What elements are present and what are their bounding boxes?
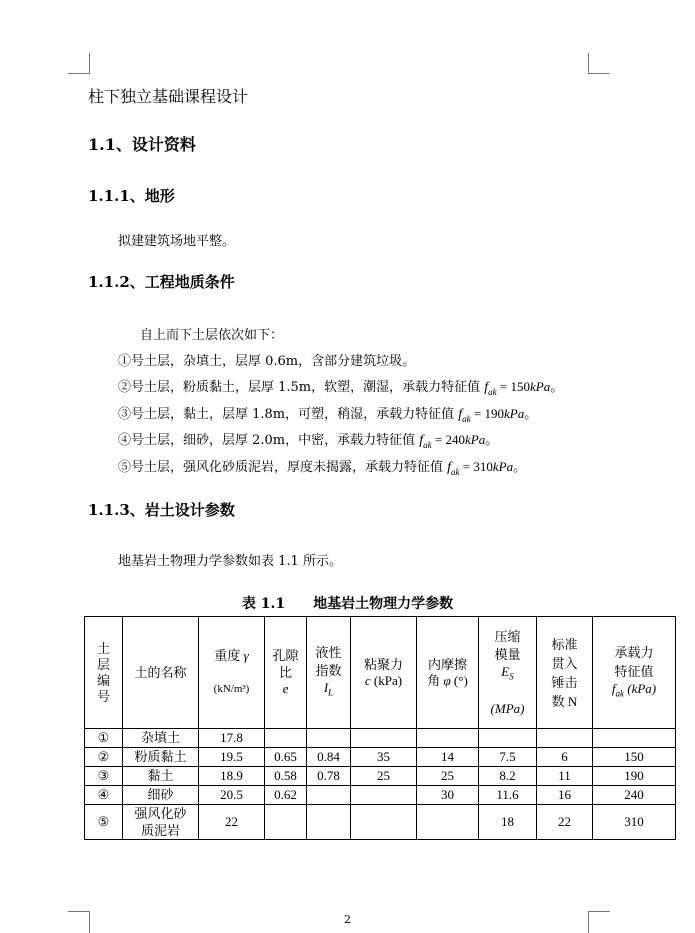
cell-unit-weight: 19.5 [199, 748, 265, 767]
fak-unit: kPa [530, 379, 551, 394]
soil-parameters-table [84, 616, 676, 840]
layer-line [118, 350, 415, 369]
cell-spt-blows: 11 [537, 767, 593, 786]
heading-geology: 1.1.2、工程地质条件 [88, 273, 235, 291]
fak-formula: $f_{ak}$ [447, 460, 460, 477]
crop-mark-top-left-h [68, 73, 90, 74]
header-liquidity-index: 液性指数 $I_L$ [307, 617, 351, 729]
cell-friction-angle [417, 729, 479, 748]
cell-soil-name: 细砂 [123, 786, 199, 805]
cell-soil-name: 杂填土 [123, 729, 199, 748]
cell-void-ratio: 0.65 [265, 748, 307, 767]
table-header-row [85, 617, 676, 729]
layer-line: ③号土层，黏土，层厚 1.8m，可塑，稍湿，承载力特征值 $f_{ak} = 190kPa$。 [118, 406, 538, 424]
page-number: 2 [344, 913, 351, 926]
cell-liquidity-index [307, 805, 351, 840]
crop-mark-bottom-right-h [588, 911, 610, 912]
fak-formula: $f_{ak}$ [419, 433, 432, 450]
table-caption: 表 1.1 地基岩土物理力学参数 [241, 596, 454, 612]
cell-compression-modulus: 8.2 [479, 767, 537, 786]
header-spt-blows: 标准贯入锤击数 N [537, 617, 593, 729]
fak-value: 150 [510, 379, 531, 394]
cell-layer-no: ⑤ [85, 805, 123, 840]
cell-liquidity-index: 0.78 [307, 767, 351, 786]
layer-text: ①号土层，杂填土，层厚 0.6m，含部分建筑垃圾。 [118, 354, 416, 369]
cell-cohesion: 35 [351, 748, 417, 767]
cell-void-ratio [265, 729, 307, 748]
cell-layer-no: ④ [85, 786, 123, 805]
fak-formula: $f_{ak}$ [484, 380, 497, 397]
layer-text: ⑤号土层，强风化砂质泥岩，厚度未揭露，承载力特征值 [118, 460, 448, 475]
cell-spt-blows: 6 [537, 748, 593, 767]
layer-line: ④号土层，细砂，层厚 2.0m，中密，承载力特征值 $f_{ak} = 240kPa$。 [118, 432, 499, 450]
cell-void-ratio: 0.62 [265, 786, 307, 805]
crop-mark-top-right-v [588, 53, 589, 74]
cell-unit-weight: 22 [199, 805, 265, 840]
cell-cohesion [351, 805, 417, 840]
header-bearing-capacity: 承载力特征值 $f_{ak}$ (kPa) [593, 617, 676, 729]
cell-void-ratio: 0.58 [265, 767, 307, 786]
cell-bearing-capacity: 240 [593, 786, 676, 805]
cell-unit-weight: 17.8 [199, 729, 265, 748]
header-friction-angle: 内摩擦 角 φ (°) [417, 617, 479, 729]
paragraph-terrain: 拟建建筑场地平整。 [118, 234, 236, 249]
cell-bearing-capacity: 190 [593, 767, 676, 786]
crop-mark-top-right-h [588, 73, 610, 74]
cell-void-ratio [265, 805, 307, 840]
table-row [85, 729, 676, 748]
fak-value: 310 [473, 459, 493, 474]
cell-soil-name: 强风化砂质泥岩 [123, 805, 199, 840]
layer-text: ④号土层，细砂，层厚 2.0m，中密，承载力特征值 [118, 433, 420, 448]
layer-line: ⑤号土层，强风化砂质泥岩，厚度未揭露，承载力特征值 $f_{ak} = 310kPa$。 [118, 459, 527, 477]
header-layer-no: 土 层 编 号 [85, 617, 123, 729]
cell-liquidity-index [307, 729, 351, 748]
cell-bearing-capacity: 310 [593, 805, 676, 840]
header-soil-name: 土的名称 [123, 617, 199, 729]
table-row [85, 805, 676, 840]
cell-spt-blows [537, 729, 593, 748]
table-row [85, 786, 676, 805]
fak-unit: kPa [492, 459, 514, 474]
crop-mark-bottom-left-h [68, 911, 90, 912]
fak-unit: kPa [465, 432, 486, 447]
cell-cohesion [351, 786, 417, 805]
header-cohesion: 粘聚力 c (kPa) [351, 617, 417, 729]
cell-compression-modulus: 11.6 [479, 786, 537, 805]
header-compression-modulus: 压缩模量 $E_S$ (MPa) [479, 617, 537, 729]
cell-cohesion: 25 [351, 767, 417, 786]
cell-spt-blows: 16 [537, 786, 593, 805]
cell-compression-modulus: 18 [479, 805, 537, 840]
cell-friction-angle: 25 [417, 767, 479, 786]
fak-unit: kPa [504, 406, 525, 421]
header-unit-weight: 重度 γ (kN/m³) [199, 617, 265, 729]
layer-text: ②号土层，粉质黏土，层厚 1.5m，软塑，潮湿，承载力特征值 [118, 380, 485, 395]
table-row [85, 748, 676, 767]
crop-mark-top-left-v [89, 53, 90, 74]
cell-compression-modulus: 7.5 [479, 748, 537, 767]
document-title: 柱下独立基础课程设计 [88, 87, 249, 106]
cell-liquidity-index [307, 786, 351, 805]
heading-parameters: 1.1.3、岩土设计参数 [88, 501, 235, 519]
table-row [85, 767, 676, 786]
cell-soil-name: 粉质黏土 [123, 748, 199, 767]
cell-bearing-capacity: 150 [593, 748, 676, 767]
cell-cohesion [351, 729, 417, 748]
fak-value: 240 [445, 432, 466, 447]
cell-friction-angle: 30 [417, 786, 479, 805]
heading-terrain: 1.1.1、地形 [88, 187, 175, 205]
paragraph-parameters: 地基岩土物理力学参数如表 1.1 所示。 [118, 554, 342, 569]
cell-layer-no: ③ [85, 767, 123, 786]
fak-formula: $f_{ak}$ [458, 407, 471, 424]
paragraph-layers-intro: 自上而下土层依次如下： [140, 328, 284, 343]
heading-design-data: 1.1、设计资料 [88, 135, 196, 154]
cell-liquidity-index: 0.84 [307, 748, 351, 767]
cell-unit-weight: 20.5 [199, 786, 265, 805]
layer-text: ③号土层，黏土，层厚 1.8m，可塑，稍湿，承载力特征值 [118, 407, 459, 422]
cell-bearing-capacity [593, 729, 676, 748]
layer-line: ②号土层，粉质黏土，层厚 1.5m，软塑，潮湿，承载力特征值 $f_{ak} = 150kPa$。 [118, 379, 564, 397]
cell-unit-weight: 18.9 [199, 767, 265, 786]
cell-compression-modulus [479, 729, 537, 748]
fak-value: 190 [484, 406, 505, 421]
cell-friction-angle: 14 [417, 748, 479, 767]
cell-layer-no: ① [85, 729, 123, 748]
cell-friction-angle [417, 805, 479, 840]
header-void-ratio: 孔隙比 e [265, 617, 307, 729]
cell-spt-blows: 22 [537, 805, 593, 840]
cell-layer-no: ② [85, 748, 123, 767]
cell-soil-name: 黏土 [123, 767, 199, 786]
